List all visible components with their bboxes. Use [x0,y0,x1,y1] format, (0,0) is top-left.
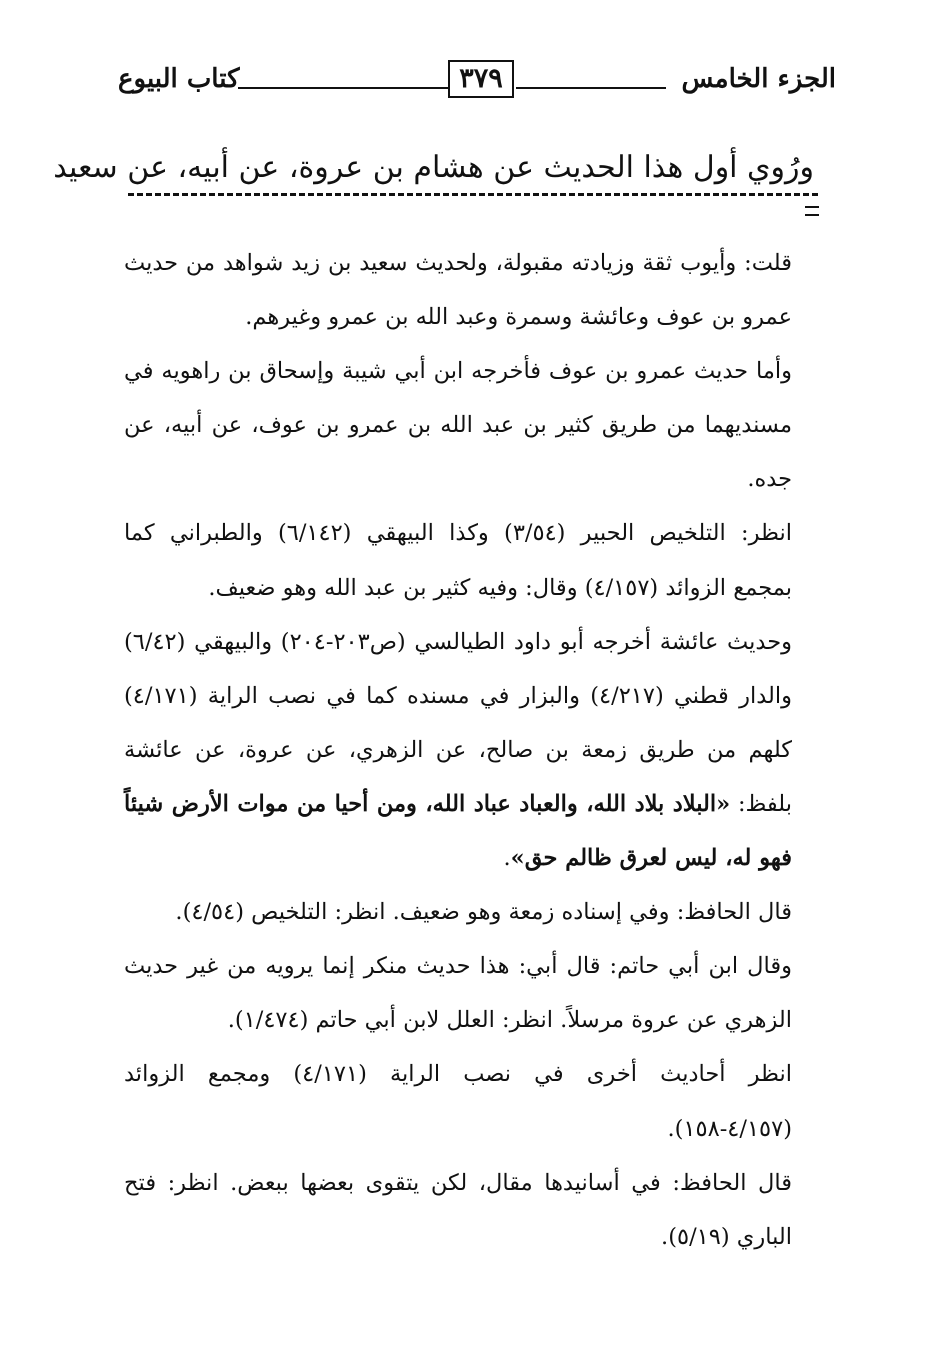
footnote-paragraph: قال الحافظ: وفي إسناده زمعة وهو ضعيف. انظر: التلخيص (٤/٥٤). [175,899,792,926]
footnote-marker [805,206,819,216]
hadith-quote: «البلاد بلاد الله، والعباد عباد الله، ومن أحيا من موات الأرض شيئاً فهو له، ليس لعرق ظالم حق» [124,790,792,872]
footnote-paragraph [124,615,792,885]
footnote-paragraph: انظر: التلخيص الحبير (٣/٥٤) وكذا البيهقي (٦/١٤٢) والطبراني كما بمجمع الزوائد (٤/١٥٧) وقال: وفيه كثير بن عبد الله وهو ضعيف. [124,520,792,601]
header-rule-right [516,87,666,89]
volume-title: الجزء الخامس [681,64,836,94]
footnote-paragraph: قال الحافظ: في أسانيدها مقال، لكن يتقوى بعضها ببعض. انظر: فتح الباري (٥/١٩). [124,1169,792,1250]
page-number: ٣٧٩ [448,60,514,98]
footnote-paragraph: قلت: وأيوب ثقة وزيادته مقبولة، ولحديث سعيد بن زيد شواهد من حديث عمرو بن عوف وعائشة وسمرة وعبد الله بن عمرو وغيرهم. [124,250,792,331]
footnote-paragraph: وأما حديث عمرو بن عوف فأخرجه ابن أبي شيبة وإسحاق بن راهويه في مسنديهما من طريق كثير بن عبد الله بن عمرو بن عوف، عن أبيه، عن جده. [124,358,792,493]
footnotes [124,236,792,1264]
footnote-paragraph: انظر أحاديث أخرى في نصب الراية (٤/١٧١) ومجمع الزوائد (٤/١٥٧-١٥٨). [124,1061,792,1142]
footnote-paragraph: وقال ابن أبي حاتم: قال أبي: هذا حديث منكر إنما يرويه من غير حديث الزهري عن عروة مرسلاً. انظر: العلل لابن أبي حاتم (١/٤٧٤). [124,953,792,1034]
main-text: ورُوي أول هذا الحديث عن هشام بن عروة، عن أبيه، عن سعيد [53,150,814,185]
running-header [118,58,836,108]
footnote-text: وحديث عائشة أخرجه أبو داود الطيالسي (ص٢٠٣-٢٠٤) والبيهقي (٦/٤٢) والدار قطني (٤/٢١٧) والبزار في مسنده كما في نصب الراية (٤/١٧١) كلهم من طريق زمعة بن صالح، عن الزهري، عن عروة، عن عائشة بلفظ: [124,628,792,817]
footnote-separator [128,193,818,196]
book-title: كتاب البيوع [118,64,240,94]
header-rule-left [238,87,450,89]
footnote-end: . [503,845,511,872]
